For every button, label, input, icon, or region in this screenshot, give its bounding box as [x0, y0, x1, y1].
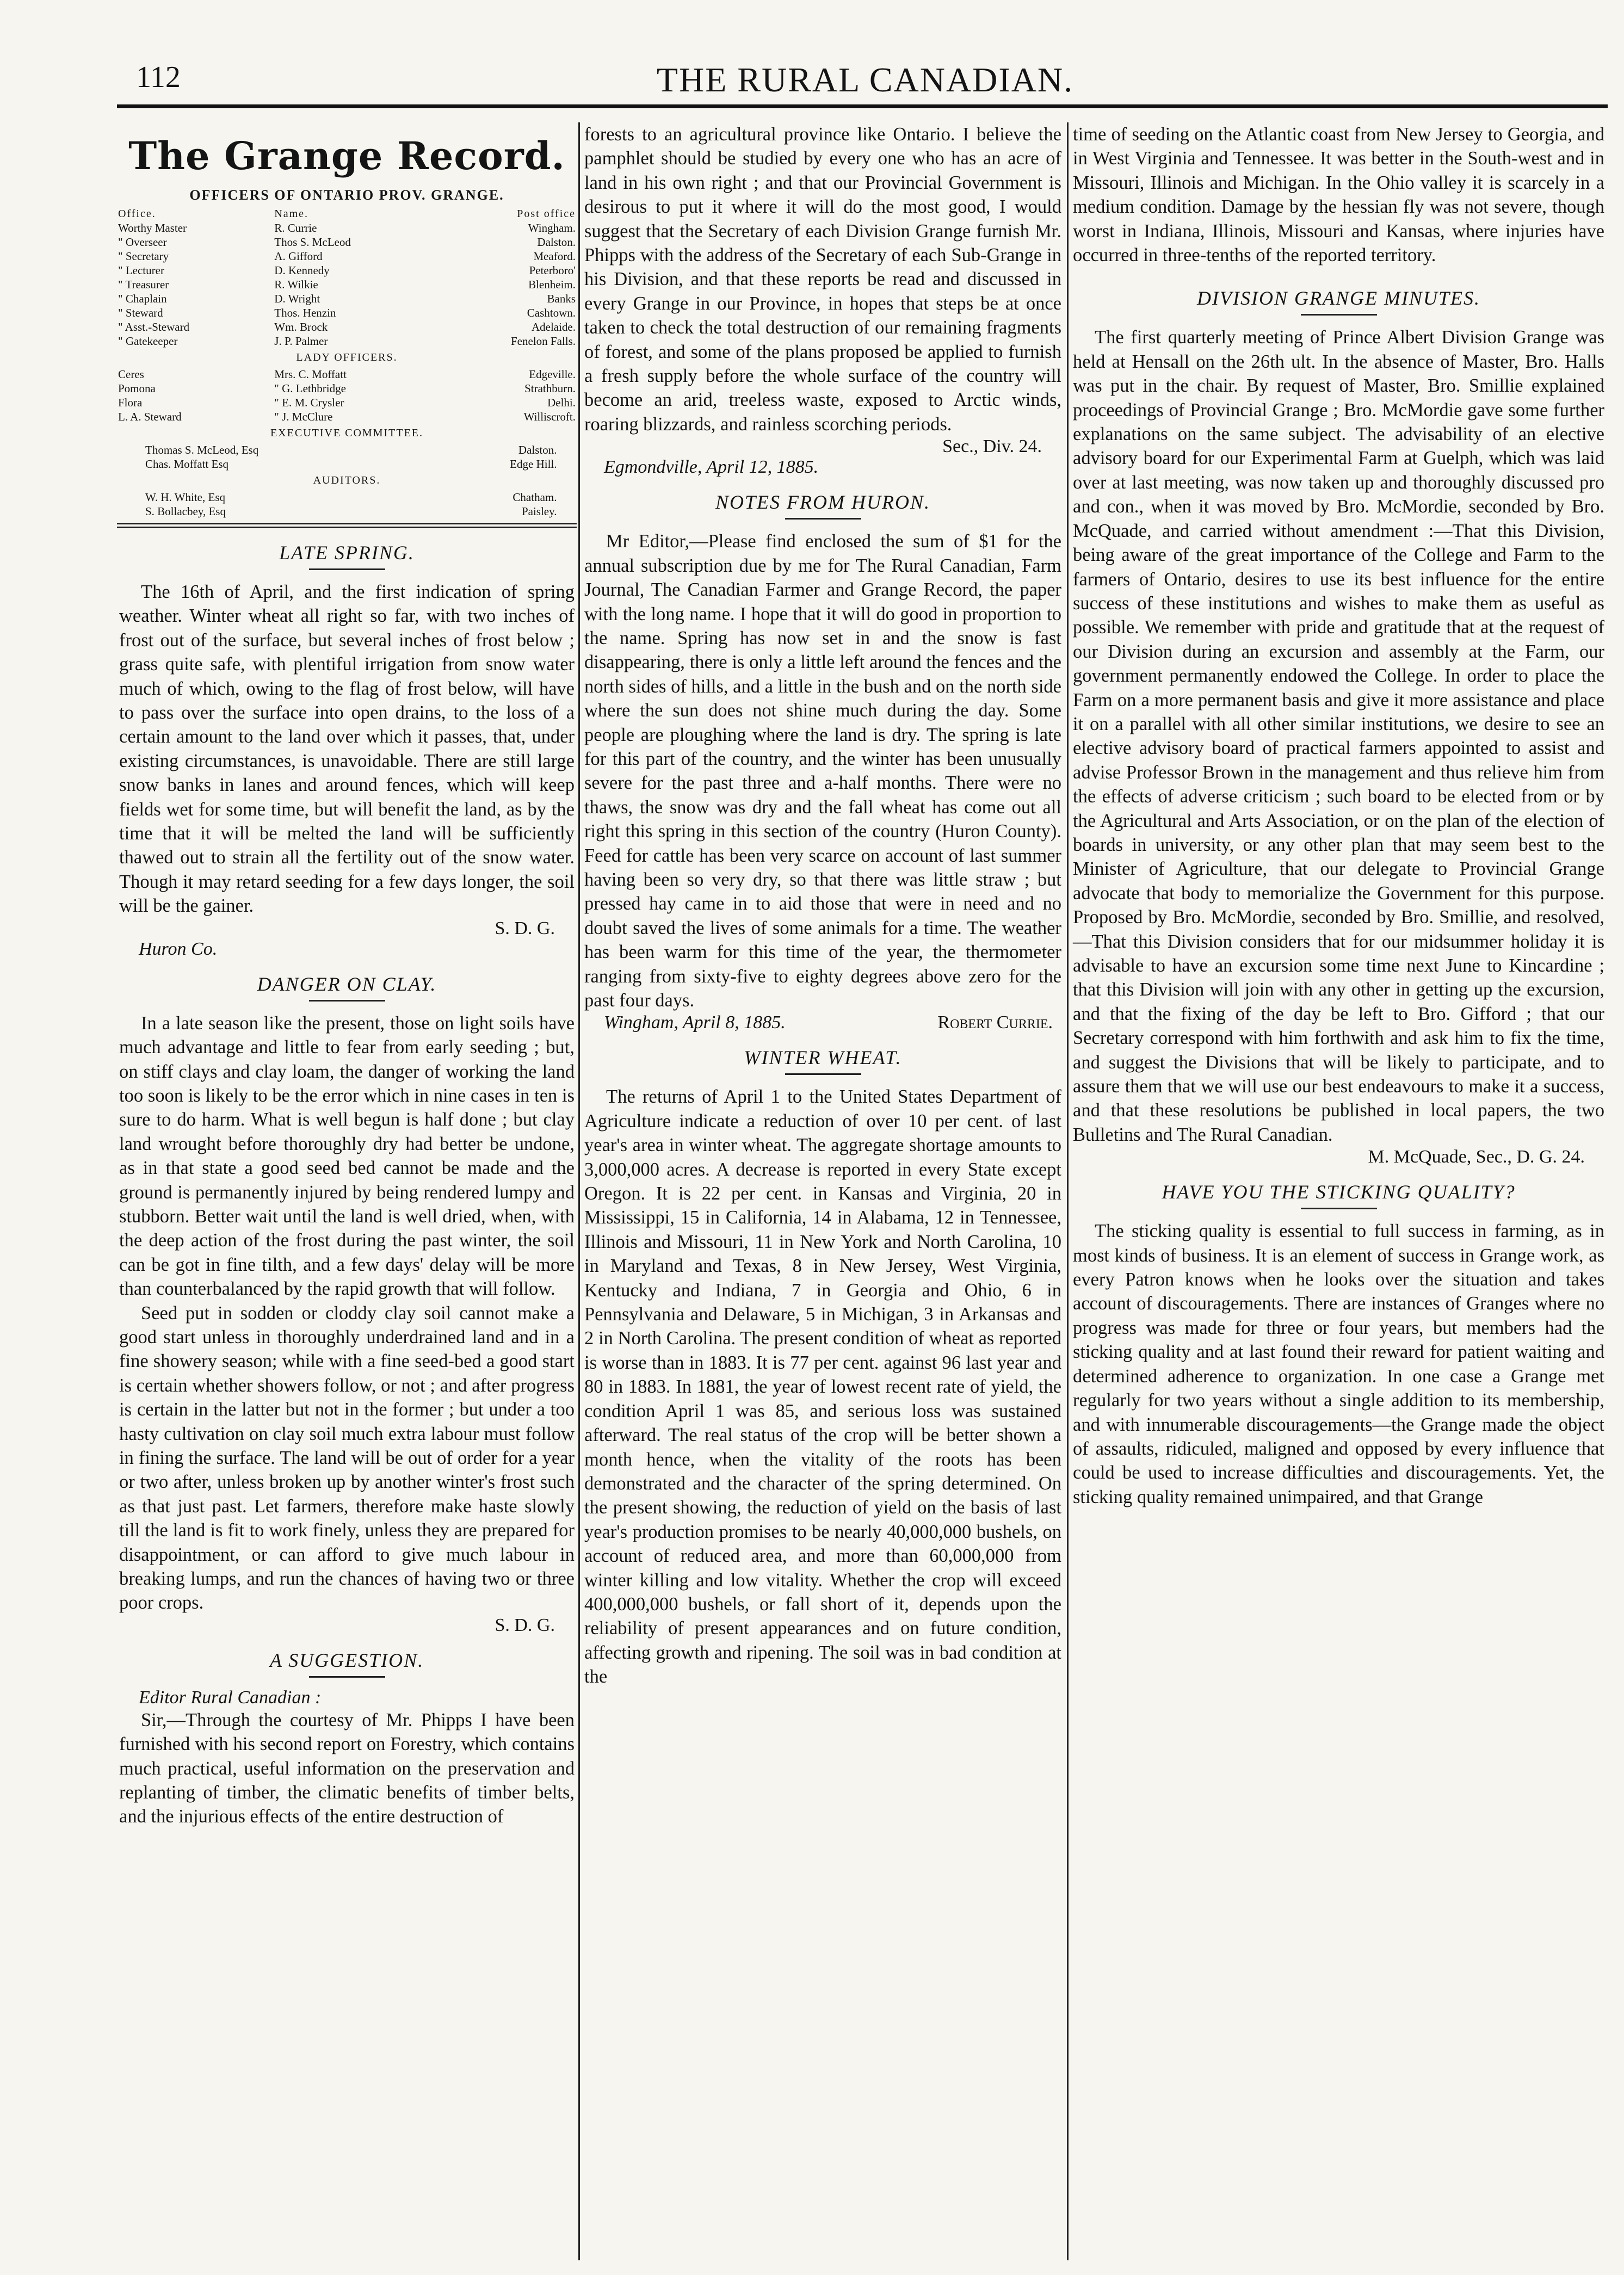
lady-officer-row-cell: Edgeville.: [529, 368, 576, 381]
officer-row-cell: Peterboro': [529, 264, 576, 277]
article-heading-danger-on-clay: DANGER ON CLAY.: [257, 973, 437, 995]
article-heading-late-spring: LATE SPRING.: [279, 542, 415, 564]
article-heading-notes-from-huron: NOTES FROM HURON.: [715, 491, 930, 514]
officer-row: [117, 277, 577, 292]
winter-wheat-continued: time of seeding on the Atlantic coast from New Jersey to Georgia, and in West Virginia and Tennessee. It was better in the South-west and in Missouri, Illinois and Michigan. In the Ohio valley it is scarcely in a medium condition. Damage by the hessian fly was not severe, though worst in Indiana, Illinois, Missouri and Kansas, where injuries have occurred in three-tenths of the reported territory.: [1073, 124, 1604, 266]
page-number: 112: [136, 60, 181, 94]
heading-rule: [785, 518, 861, 520]
executive-heading: EXECUTIVE COMMITTEE.: [270, 427, 424, 439]
notes-from-huron-signature: Robert Currie.: [937, 1012, 1053, 1033]
officer-row-cell: R. Currie: [274, 221, 317, 234]
article-heading-a-suggestion: A SUGGESTION.: [269, 1649, 424, 1671]
column-1: [117, 122, 577, 2260]
officer-row: [117, 235, 577, 249]
lady-officer-row-cell: Pomona: [118, 382, 156, 395]
officer-row-cell: Blenheim.: [528, 278, 576, 291]
winter-wheat-body: The returns of April 1 to the United States Department of Agriculture indicate a reduction of over 10 per cent. of last year's area in winter wheat. The aggregate shortage amounts to 3,000,000 acres. A decrease is reported in every State except Oregon. It is 22 per cent. in Kansas and Virginia, 20 in Mississippi, 15 in California, 14 in Alabama, 12 in Tennessee, Illinois and Missouri, 11 in New York and North Carolina, 10 in Maryland and Texas, 8 in New Jersey, West Virginia, Kentucky and Indiana, 7 in Georgia and Ohio, 6 in Pennsylvania and Delaware, 5 in Michigan, 3 in Arkansas and 2 in North Carolina. The present condition of wheat as reported is worse than in 1883. It is 77 per cent. against 96 last year and 80 in 1883. In 1881, the year of lowest recent rate of yield, the condition April 1 was 85, and serious loss was sustained afterward. The real status of the crop will be better shown a month hence, when the vitality of the roots has been demonstrated and the character of the spring determined. On the present showing, the reduction of yield on the basis of last year's production promises to be nearly 40,000,000 bushels, on account of reduced area, and more than 60,000,000 from winter killing and low vitality. Whether the crop will exceed 400,000,000 bushels, or fall short of it, depends upon the reliability of present appearances and on future condition, affecting growth and ripening. The soil was in bad condition at the: [584, 1086, 1061, 1687]
lady-officer-row: [117, 367, 577, 381]
heading-rule: [1301, 1208, 1377, 1209]
lady-officer-row-cell: " E. M. Crysler: [274, 396, 344, 409]
officer-row-cell: Fenelon Falls.: [511, 335, 576, 348]
officer-row-cell: " Steward: [118, 306, 163, 319]
lady-officers-table: [117, 367, 577, 424]
danger-on-clay-paragraph: Seed put in sodden or cloddy clay soil cannot make a good start unless in thoroughly underdrained land and in a fine showery season; while with a fine seed-bed a good start is certain whether showers follow, or not ; and after progress is certain in the latter but not in the former ; but under a too hasty cultivation on clay soil much extra labour must follow in fining the surface. The land will be out of order for a year or two after, unless broken up by another winter's frost such as that just past. Let farmers, therefore make haste slowly till the land is fit to work finely, unless they are prepared for disappointment, or can afford to give much labour in breaking lumps, and run the chances of having two or three poor crops.: [119, 1302, 575, 1613]
officer-row-cell: Wingham.: [528, 221, 576, 234]
auditor-row-cell: Paisley.: [521, 505, 557, 518]
executive-row-cell: Chas. Moffatt Esq: [145, 458, 229, 471]
late-spring-body: The 16th of April, and the first indication of spring weather. Winter wheat all right so far, with two inches of frost out of the surface, but several inches of frost below ; grass quite safe, with plentiful irrigation from snow water much of which, owing to the flag of frost below, will have to pass over the surface into open drains, to the loss of a certain amount to the land over which it passes, that, under existing circumstances, is unavoidable. There are still large snow banks in lanes and around fences, which will keep fields wet for some time, but will benefit the land, as by the time that it will be melted the land will be sufficiently thawed out to strain all the fertility out of the snow water. Though it may retard seeding for a few days longer, the soil will be the gainer.: [119, 582, 575, 917]
article-heading-division-grange-minutes: DIVISION GRANGE MINUTES.: [1197, 287, 1480, 310]
heading-rule: [785, 1073, 861, 1075]
lady-officer-row-cell: Ceres: [118, 368, 144, 381]
late-spring-place: Huron Co.: [139, 938, 218, 959]
officer-row: [117, 334, 577, 348]
lady-officer-row-cell: " G. Lethbridge: [274, 382, 346, 395]
suggestion-place: Egmondville, April 12, 1885.: [604, 457, 819, 478]
officer-row-cell: Meaford.: [533, 250, 576, 263]
paper-title: THE RURAL CANADIAN.: [656, 60, 1074, 99]
suggestion-body: Sir,—Through the courtesy of Mr. Phipps I have been furnished with his second report on Forestry, which contains much practical, useful information on the preservation and replanting of timber, the climatic benefits of timber belts, and the injurious effects of the entire destruction of: [119, 1709, 575, 1827]
notes-from-huron-footer: [582, 1012, 1064, 1033]
notes-from-huron-body: Mr Editor,—Please find enclosed the sum of $1 for the annual subscription due by me for The Rural Canadian, Farm Journal, The Canadian Farmer and Grange Record, the paper with the long name. I hope that it will do good in proportion to the name. Spring has now set in and the snow is fast disappearing, there is only a little left around the fences and the north sides of hills, and a little in the bush and on the north side where the sun does not shine much during the day. Some people are ploughing where the land is dry. The spring is late for this part of the country, and the winter has been unusually severe for the past three and a-half months. There were no thaws, the snow was dry and the fall wheat has come out all right this spring in this section of the country (Huron County). Feed for cattle has been very scarce on account of last summer having been so very dry, so that there was little straw ; but pressed hay came in to aid those that were in need and no doubt saved the lives of some animals for a time. The weather has been warm for this time of the year, the thermometer ranging from sixty-five to eighty degrees above zero for the past four days.: [584, 531, 1061, 1011]
officer-row: [117, 320, 577, 334]
executive-row-cell: Thomas S. McLeod, Esq: [145, 443, 259, 456]
lady-officer-row-cell: Williscroft.: [523, 410, 576, 423]
officer-row-cell: " Asst.-Steward: [118, 320, 190, 333]
header-rule: [117, 104, 1608, 108]
sticking-quality-body: The sticking quality is essential to full success in farming, as in most kinds of business. It is an element of success in Grange work, as every Patron knows when he looks over the situation and takes account of discouragements. There are instances of Granges where no progress was made for three or four years, but members had the sticking quality and at last found their reward for patient waiting and determined adherence to organization. In one case a Grange met regularly for two years without a single addition to its membership, and with innumerable discouragements—the Grange made the object of assaults, ridiculed, maligned and opposed by every influence that could be used to increase difficulties and discouragements. Yet, the sticking quality remained unimpaired, and that Grange: [1073, 1221, 1604, 1507]
executive-row-cell: Edge Hill.: [510, 458, 557, 471]
auditor-row-cell: Chatham.: [512, 491, 557, 504]
officer-row-cell: " Treasurer: [118, 278, 169, 291]
division-grange-minutes-body: The first quarterly meeting of Prince Albert Division Grange was held at Hensall on the 26th ult. In the absence of Master, Bro. Halls was put in the chair. By request of Master, Bro. Smillie explained proceedings of Provincial Grange ; Bro. McMordie gave some further explanations on the same subject. The advisability of an elective advisory board for our Experimental Farm at Guelph, which was laid over at last meeting, was now taken up and thoroughly discussed pro and con., when it was moved by Bro. McMordie, seconded by Bro. McQuade, and carried without amendment :—That this Division, being aware of the great importance of the College and Farm to the farmers of Ontario, desires to use its best influence for the entire success of these institutions and wishes to make them as useful as possible. We remember with pride and gratitude that at the request of our Division during an excursion and assembly at the Farm, our government permanently endowed the College. In order to place the Farm on a more permanent basis and give it more assistance and place it on a parallel with all other similar institutions, we desire to see an elective advisory board of practical farmers appointed to assist and advise Professor Brown in the management and thus relieve him from the effects of adverse criticism ; such board to be elected from or by the Agricultural and Arts Association, or on the plan of the election of boards in university, or any other plan that may seem best to the Minister of Agriculture, that our delegate to Provincial Grange advocate that body to memorialize the Government for this purpose. Proposed by Bro. McMordie, seconded by Bro. Smillie, and resolved,—That this Division considers that for our midsummer holiday it is advisable to have an excursion some time next June to Kincardine ; that this Division will join with any other in getting up the excursion, and that the fixing of the day be left to Bro. Gifford ; that our Secretary correspond with him forthwith and ask him to fix the time, and suggest the Divisions that will be likely to participate, and to assure them that we will use our best endeavours to make it a success, and that these resolutions be published in local papers, the two Bulletins and The Rural Canadian.: [1073, 327, 1604, 1145]
executive-row: [144, 443, 558, 457]
danger-on-clay-paragraph: In a late season like the present, those on light soils have much advantage and little to fear from early seeding ; but, on stiff clays and clay loam, the danger of working the land too soon is likely to be the error which in nine cases in ten is sure to do harm. What is well begun is half done ; but clay land wrought before thoroughly dry had better be undone, as in that state a good seed bed cannot be made and the ground is permanently injured by being rendered lumpy and stubborn. Better wait until the land is well dried, when, with the deep action of the frost during the past winter, the soil can be got in fine tilth, and a few days' delay will be more than counterbalanced by the rapid growth that will follow.: [119, 1012, 575, 1300]
officer-row-cell: Dalston.: [537, 236, 576, 249]
column-2: [582, 122, 1064, 2260]
col-header-office: Office.: [118, 208, 156, 220]
officer-row-cell: D. Kennedy: [274, 264, 330, 277]
officer-row-cell: " Chaplain: [118, 292, 167, 305]
auditors-heading: AUDITORS.: [313, 474, 381, 486]
lady-officers-heading: LADY OFFICERS.: [296, 351, 398, 363]
officer-row-cell: J. P. Palmer: [274, 335, 328, 348]
heading-rule: [1301, 314, 1377, 316]
column-3: [1071, 122, 1607, 2260]
executive-row: [144, 457, 558, 471]
suggestion-salutation: Editor Rural Canadian :: [139, 1687, 322, 1708]
col-header-name: Name.: [274, 208, 309, 220]
officer-row: [117, 249, 577, 263]
officer-row-cell: Thos S. McLeod: [274, 236, 351, 249]
officer-row-cell: Banks: [547, 292, 576, 305]
officer-row-cell: Cashtown.: [527, 306, 576, 319]
officers-table-header: [117, 207, 577, 221]
auditors-table: [144, 490, 558, 518]
officer-row: [117, 263, 577, 277]
danger-on-clay-signature: S. D. G.: [495, 1615, 555, 1635]
officer-row-cell: " Secretary: [118, 250, 169, 263]
article-heading-sticking-quality: HAVE YOU THE STICKING QUALITY?: [1162, 1181, 1516, 1203]
heading-rule: [309, 568, 385, 570]
auditor-row-cell: S. Bollacbey, Esq: [145, 505, 226, 518]
auditor-row-cell: W. H. White, Esq: [145, 491, 225, 504]
lady-officer-row: [117, 410, 577, 424]
officers-heading: OFFICERS OF ONTARIO PROV. GRANGE.: [189, 187, 504, 203]
officer-row-cell: R. Wilkie: [274, 278, 318, 291]
officer-row-cell: Adelaide.: [531, 320, 576, 333]
article-heading-winter-wheat: WINTER WHEAT.: [744, 1047, 902, 1069]
lady-officer-row-cell: L. A. Steward: [118, 410, 182, 423]
late-spring-signature: S. D. G.: [495, 918, 555, 938]
executive-table: [144, 443, 558, 471]
grange-record-masthead: The Grange Record.: [128, 133, 565, 178]
officer-row: [117, 221, 577, 235]
officer-row-cell: A. Gifford: [274, 250, 323, 263]
officer-row-cell: Thos. Henzin: [274, 306, 336, 319]
auditor-row: [144, 490, 558, 504]
lady-officer-row: [117, 381, 577, 395]
officer-row-cell: " Overseer: [118, 236, 167, 249]
officer-row-cell: Worthy Master: [118, 221, 187, 234]
officer-row-cell: " Gatekeeper: [118, 335, 178, 348]
column-divider: [1067, 122, 1069, 2260]
lady-officer-row-cell: Strathburn.: [524, 382, 576, 395]
col-header-post-office: Post office: [517, 208, 576, 220]
division-grange-minutes-signature: M. McQuade, Sec., D. G. 24.: [1368, 1147, 1585, 1167]
lady-officer-row-cell: Flora: [118, 396, 143, 409]
page-header: [136, 60, 1594, 109]
lady-officer-row-cell: Mrs. C. Moffatt: [274, 368, 347, 381]
lady-officer-row: [117, 395, 577, 410]
officer-row-cell: D. Wright: [274, 292, 320, 305]
executive-row-cell: Dalston.: [518, 443, 557, 456]
officer-row: [117, 292, 577, 306]
suggestion-signature: Sec., Div. 24.: [942, 436, 1042, 457]
officer-row: [117, 306, 577, 320]
lady-officer-row-cell: " J. McClure: [274, 410, 333, 423]
column-divider: [578, 122, 580, 2260]
officers-table: [117, 207, 577, 348]
officer-row-cell: " Lecturer: [118, 264, 164, 277]
lady-officer-row-cell: Delhi.: [547, 396, 576, 409]
heading-rule: [309, 1676, 385, 1678]
suggestion-continued: forests to an agricultural province like Ontario. I believe the pamphlet should be studied by every one who has an acre of land in his own right ; and that our Provincial Government is desirous to put it where it will do the most good, I would suggest that the Secretary of each Division Grange furnish Mr. Phipps with the address of the Secretary of each Sub-Grange in his Division, and that these reports be read and discussed in every Grange in our Province, in hopes that steps be at once taken to check the total destruction of our remaining fragments of forest, and some of the plans proposed be applied to furnish a fresh supply before the whole surface of the country will become an arid, treeless waste, exposed to Arctic winds, roaring blizzards, and rainless scorching periods.: [584, 124, 1061, 435]
notes-from-huron-place: Wingham, April 8, 1885.: [604, 1012, 786, 1033]
auditor-row: [144, 504, 558, 518]
section-rule: [117, 523, 577, 528]
heading-rule: [309, 1000, 385, 1002]
officer-row-cell: Wm. Brock: [274, 320, 328, 333]
